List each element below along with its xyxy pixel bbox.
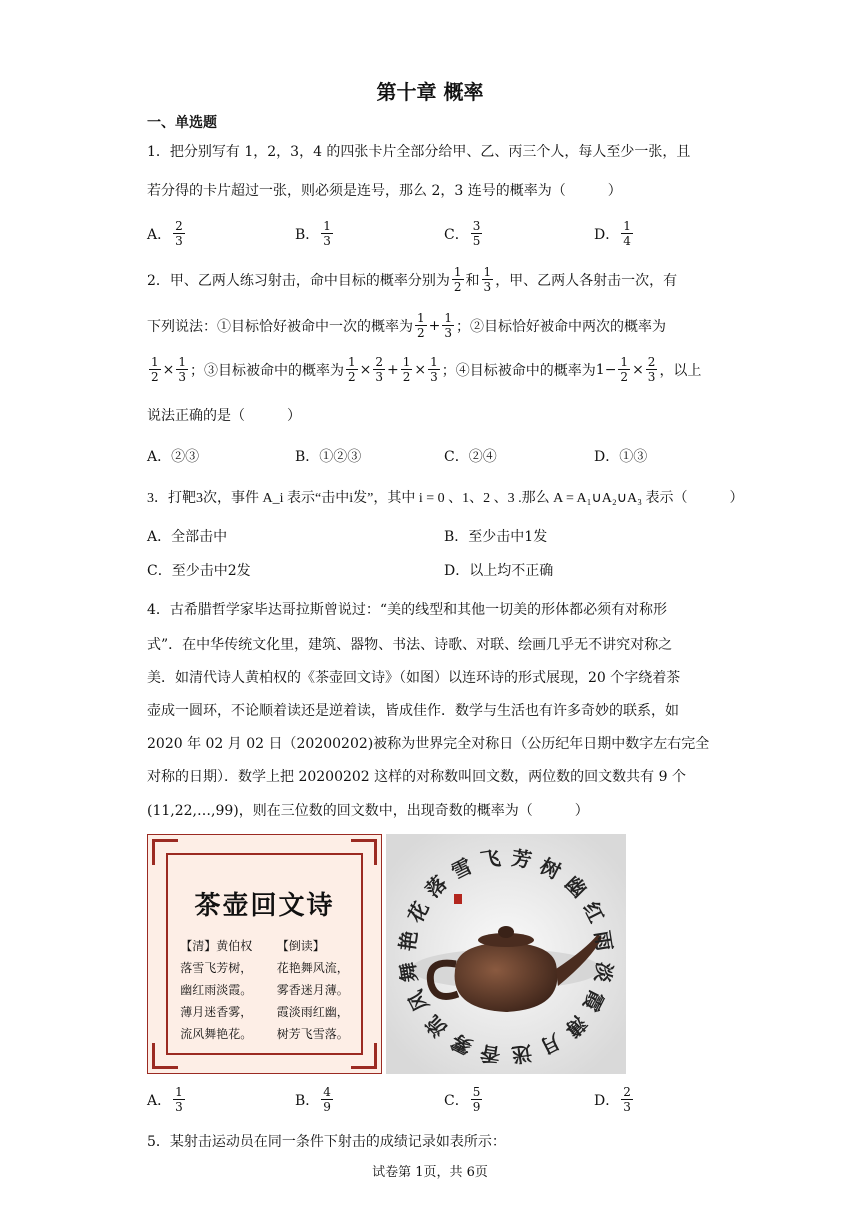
q1-option-d: D． $\frac{1}{4}$ (594, 219, 631, 248)
ring-character: 薄 (560, 1010, 592, 1042)
q1-line1: 1．把分别写有 1，2，3，4 的四张卡片全部分给甲、乙、丙三个人，每人至少一张，且 (147, 144, 691, 160)
q1-option-c: C． $\frac{3}{5}$ (444, 219, 481, 248)
ring-character: 香 (478, 1040, 503, 1068)
ring-character: 红 (578, 897, 609, 927)
q4-option-a: A． $\frac{1}{3}$ (147, 1085, 183, 1114)
q2-option-c: C．②④ (444, 449, 497, 465)
q4-line1: 4．古希腊哲学家毕达哥拉斯曾说过：“美的线型和其他一切美的形体都必须有对称形 (147, 602, 668, 618)
poem-image (147, 834, 382, 1074)
ring-character: 月 (536, 1029, 566, 1060)
fraction: $\frac{1}{4}$ (623, 219, 631, 248)
section-heading: 一、单选题 (147, 115, 217, 131)
poem-left-column: 【清】黄伯权 落雪飞芳树， 幽红雨淡霞。 薄月迷香雾， 流风舞艳花。 (180, 939, 253, 1041)
teapot-illustration (386, 834, 626, 1074)
ring-character: 幽 (560, 871, 592, 903)
poem-right-column: 【倒读】 花艳舞风流， 雾香迷月薄。 霞淡雨红幽， 树芳飞雪落。 (276, 939, 349, 1041)
fraction: $\frac{2}{3}$ (623, 1085, 631, 1114)
fraction: $\frac{3}{5}$ (472, 219, 481, 248)
q4-line4: 壶成一圆环，不论顺着读还是逆着读，皆成佳作．数学与生活也有许多奇妙的联系，如 (147, 703, 679, 719)
ring-character: 雨 (589, 929, 617, 953)
q4-line6: 对称的日期）．数学上把 20200202 这样的对称数叫回文数，两位数的回文数共有 9 个 (147, 769, 686, 785)
q5-line1: 5．某射击运动员在同一条件下射击的成绩记录如表所示： (147, 1134, 506, 1150)
q3-option-a: A．全部击中 (147, 529, 228, 545)
ring-character: 迷 (509, 1040, 534, 1068)
fraction: $\frac{2}{3}$ (175, 219, 183, 248)
q2-line4: 说法正确的是（ ） (147, 408, 301, 424)
q4-option-d: D． $\frac{2}{3}$ (594, 1085, 631, 1114)
q3-option-b: B．至少击中1发 (444, 529, 548, 545)
q2-option-a: A．②③ (147, 449, 200, 465)
q2-option-b: B．①②③ (295, 449, 362, 465)
q2-option-d: D．①③ (594, 449, 648, 465)
q4-line2: 式”．在中华传统文化里，建筑、器物、书法、诗歌、对联、绘画几乎无不讲究对称之 (147, 637, 673, 653)
ring-character: 艳 (395, 929, 423, 953)
teapot-image (386, 834, 626, 1074)
ring-character: 风 (402, 986, 434, 1016)
q1-line2: 若分得的卡片超过一张，则必须是连号，那么 2，3 连号的概率为（ ） (147, 183, 622, 199)
q3-option-c: C．至少击中2发 (147, 563, 251, 579)
fraction: $\frac{4}{9}$ (323, 1085, 331, 1114)
ring-character: 雪 (446, 853, 476, 884)
ring-character: 淡 (589, 960, 617, 984)
q1-option-a: A． $\frac{2}{3}$ (147, 219, 183, 248)
ring-character: 飞 (478, 845, 503, 873)
ring-character: 流 (420, 1010, 452, 1042)
q4-line3: 美．如清代诗人黄柏权的《茶壶回文诗》（如图）以连环诗的形式展现，20 个字绕着茶 (147, 670, 681, 686)
ring-character: 树 (536, 853, 566, 884)
q2-line3: $\frac{1}{2}$ × $\frac{1}{3}$ ；③目标被命中的概率为 $\frac{1}{2}$ × $\frac{2}{3}$ + $\frac{1}{2}$ × $\frac{1}{3}$ ；④目标被命中的概率为 1− $\frac{1}{2}$ × $\frac{2}{3}$ ，以上 (151, 355, 702, 384)
q4-line5: 2020 年 02 月 02 日（20200202)被称为世界完全对称日（公历纪年日期中数字左右完全 (147, 736, 710, 752)
fraction: $\frac{1}{3}$ (175, 1085, 183, 1114)
fraction: $\frac{1}{3}$ (323, 219, 331, 248)
page-title: 第十章 概率 (376, 80, 484, 104)
ring-character: 雾 (446, 1029, 476, 1060)
ring-character: 花 (402, 897, 434, 927)
page-footer: 试卷第 1页，共 6页 (372, 1165, 488, 1180)
q2-line1: 2．甲、乙两人练习射击，命中目标的概率分别为 $\frac{1}{2}$ 和 $\frac{1}{3}$ ，甲、乙两人各射击一次，有 (147, 265, 678, 294)
ring-character: 落 (420, 871, 452, 903)
q4-option-c: C． $\frac{5}{9}$ (444, 1085, 481, 1114)
q1-option-b: B． $\frac{1}{3}$ (295, 219, 331, 248)
q2-line2: 下列说法：①目标恰好被命中一次的概率为 $\frac{1}{2}$ + $\frac{1}{3}$ ；②目标恰好被命中两次的概率为 (147, 311, 667, 340)
q3-line1: 3．打靶3次，事件 A_i 表示“击中i发”，其中 i = 0 、1、2 、3 .那么 A = A₁∪A₂∪A₃ 表示（ ） (147, 491, 744, 506)
ring-character: 舞 (395, 960, 423, 984)
q4-line7: (11,22,…,99)，则在三位数的回文数中，出现奇数的概率为（ ） (147, 803, 589, 819)
poem-title: 茶壶回文诗 (194, 891, 335, 921)
q3-option-d: D．以上均不正确 (444, 563, 554, 579)
ring-character: 霞 (578, 986, 609, 1016)
q4-option-b: B． $\frac{4}{9}$ (295, 1085, 331, 1114)
fraction: $\frac{5}{9}$ (472, 1085, 481, 1114)
ring-character: 芳 (509, 845, 534, 873)
